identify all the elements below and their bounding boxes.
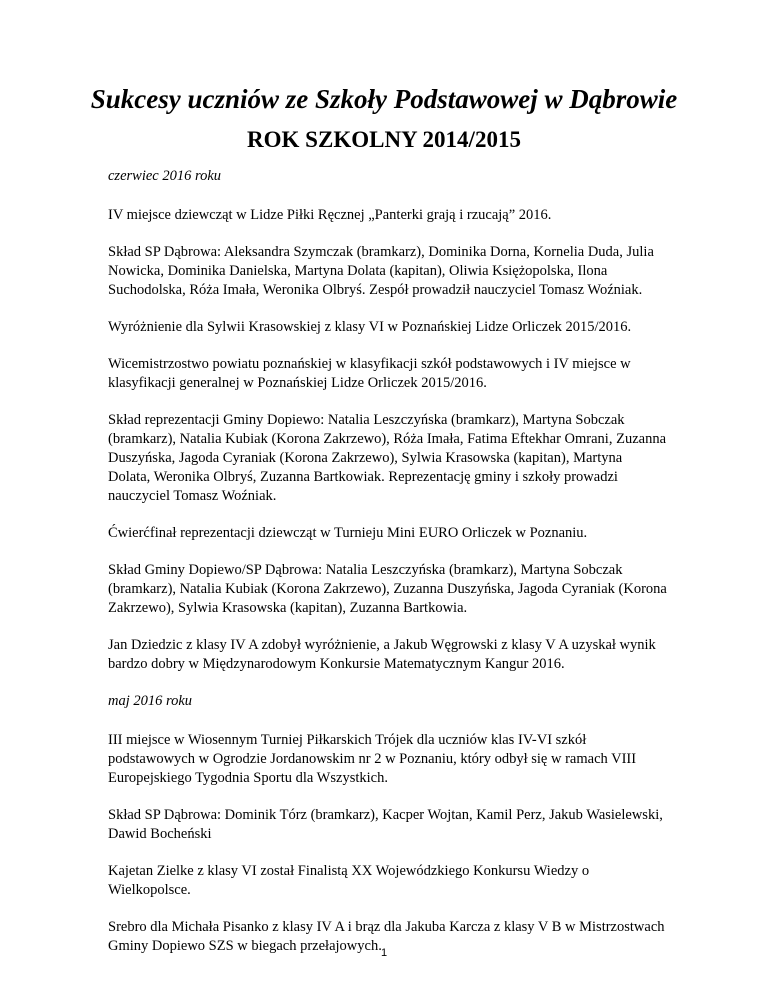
paragraph: Skład SP Dąbrowa: Dominik Tórz (bramkarz), Kacper Wojtan, Kamil Perz, Jakub Wasielewski, Dawid Bocheński	[108, 807, 663, 842]
document-title: Sukcesy uczniów ze Szkoły Podstawowej w Dąbrowie	[90, 84, 678, 114]
paragraph: IV miejsce dziewcząt w Lidze Piłki Ręcznej „Panterki grają i rzucają” 2016.	[108, 207, 552, 223]
paragraph: Skład reprezentacji Gminy Dopiewo: Natalia Leszczyńska (bramkarz), Martyna Sobczak (bramkarz), Natalia Kubiak (Korona Zakrzewo), Róża Imała, Fatima Eftekhar Omrani, Zuzanna Duszyńska, Jagoda Cyraniak (Korona Zakrzewo), Sylwia Krasowska (kapitan), Martyna Dolata, Weronika Olbryś, Zuzanna Bartkowiak. Reprezentację gminy i szkoły prowadzi nauczyciel Tomasz Woźniak.	[108, 412, 667, 504]
paragraph: Kajetan Zielke z klasy VI został Finalistą XX Wojewódzkiego Konkursu Wiedzy o Wielkopolsce.	[108, 863, 590, 898]
document-subtitle: ROK SZKOLNY 2014/2015	[247, 127, 521, 152]
paragraph: Skład SP Dąbrowa: Aleksandra Szymczak (bramkarz), Dominika Dorna, Kornelia Duda, Julia Nowicka, Dominika Danielska, Martyna Dolata (kapitan), Oliwia Księżopolska, Ilona Suchodolska, Róża Imała, Weronika Olbryś. Zespół prowadził nauczyciel Tomasz Woźniak.	[108, 244, 654, 298]
paragraph: Skład Gminy Dopiewo/SP Dąbrowa: Natalia Leszczyńska (bramkarz), Martyna Sobczak (bramkarz), Natalia Kubiak (Korona Zakrzewo), Zuzanna Duszyńska, Jagoda Cyraniak (Korona Zakrzewo), Sylwia Krasowska (kapitan), Zuzanna Bartkowia.	[108, 562, 667, 616]
date-heading-june-2016: czerwiec 2016 roku	[108, 168, 222, 184]
paragraph: III miejsce w Wiosennym Turniej Piłkarskich Trójek dla uczniów klas IV-VI szkół podstawowych w Ogrodzie Jordanowskim nr 2 w Poznaniu, który odbył się w ramach VIII Europejskiego Tygodnia Sportu dla Wszystkich.	[108, 732, 637, 786]
paragraph: Srebro dla Michała Pisanko z klasy IV A i brąz dla Jakuba Karcza z klasy V B w Mistrzostwach Gminy Dopiewo SZS w biegach przełajowych.	[108, 919, 665, 954]
document-body	[108, 167, 668, 974]
page-number: 1	[380, 947, 388, 959]
paragraph: Ćwierćfinał reprezentacji dziewcząt w Turnieju Mini EURO Orliczek w Poznaniu.	[108, 525, 588, 541]
paragraph: Wyróżnienie dla Sylwii Krasowskiej z klasy VI w Poznańskiej Lidze Orliczek 2015/2016.	[108, 319, 632, 335]
paragraph: Jan Dziedzic z klasy IV A zdobył wyróżnienie, a Jakub Węgrowski z klasy V A uzyskał wynik bardzo dobry w Międzynarodowym Konkursie Matematycznym Kangur 2016.	[108, 637, 656, 672]
paragraph: Wicemistrzostwo powiatu poznańskiej w klasyfikacji szkół podstawowych i IV miejsce w klasyfikacji generalnej w Poznańskiej Lidze Orliczek 2015/2016.	[108, 356, 631, 391]
date-heading-may-2016: maj 2016 roku	[108, 693, 193, 709]
